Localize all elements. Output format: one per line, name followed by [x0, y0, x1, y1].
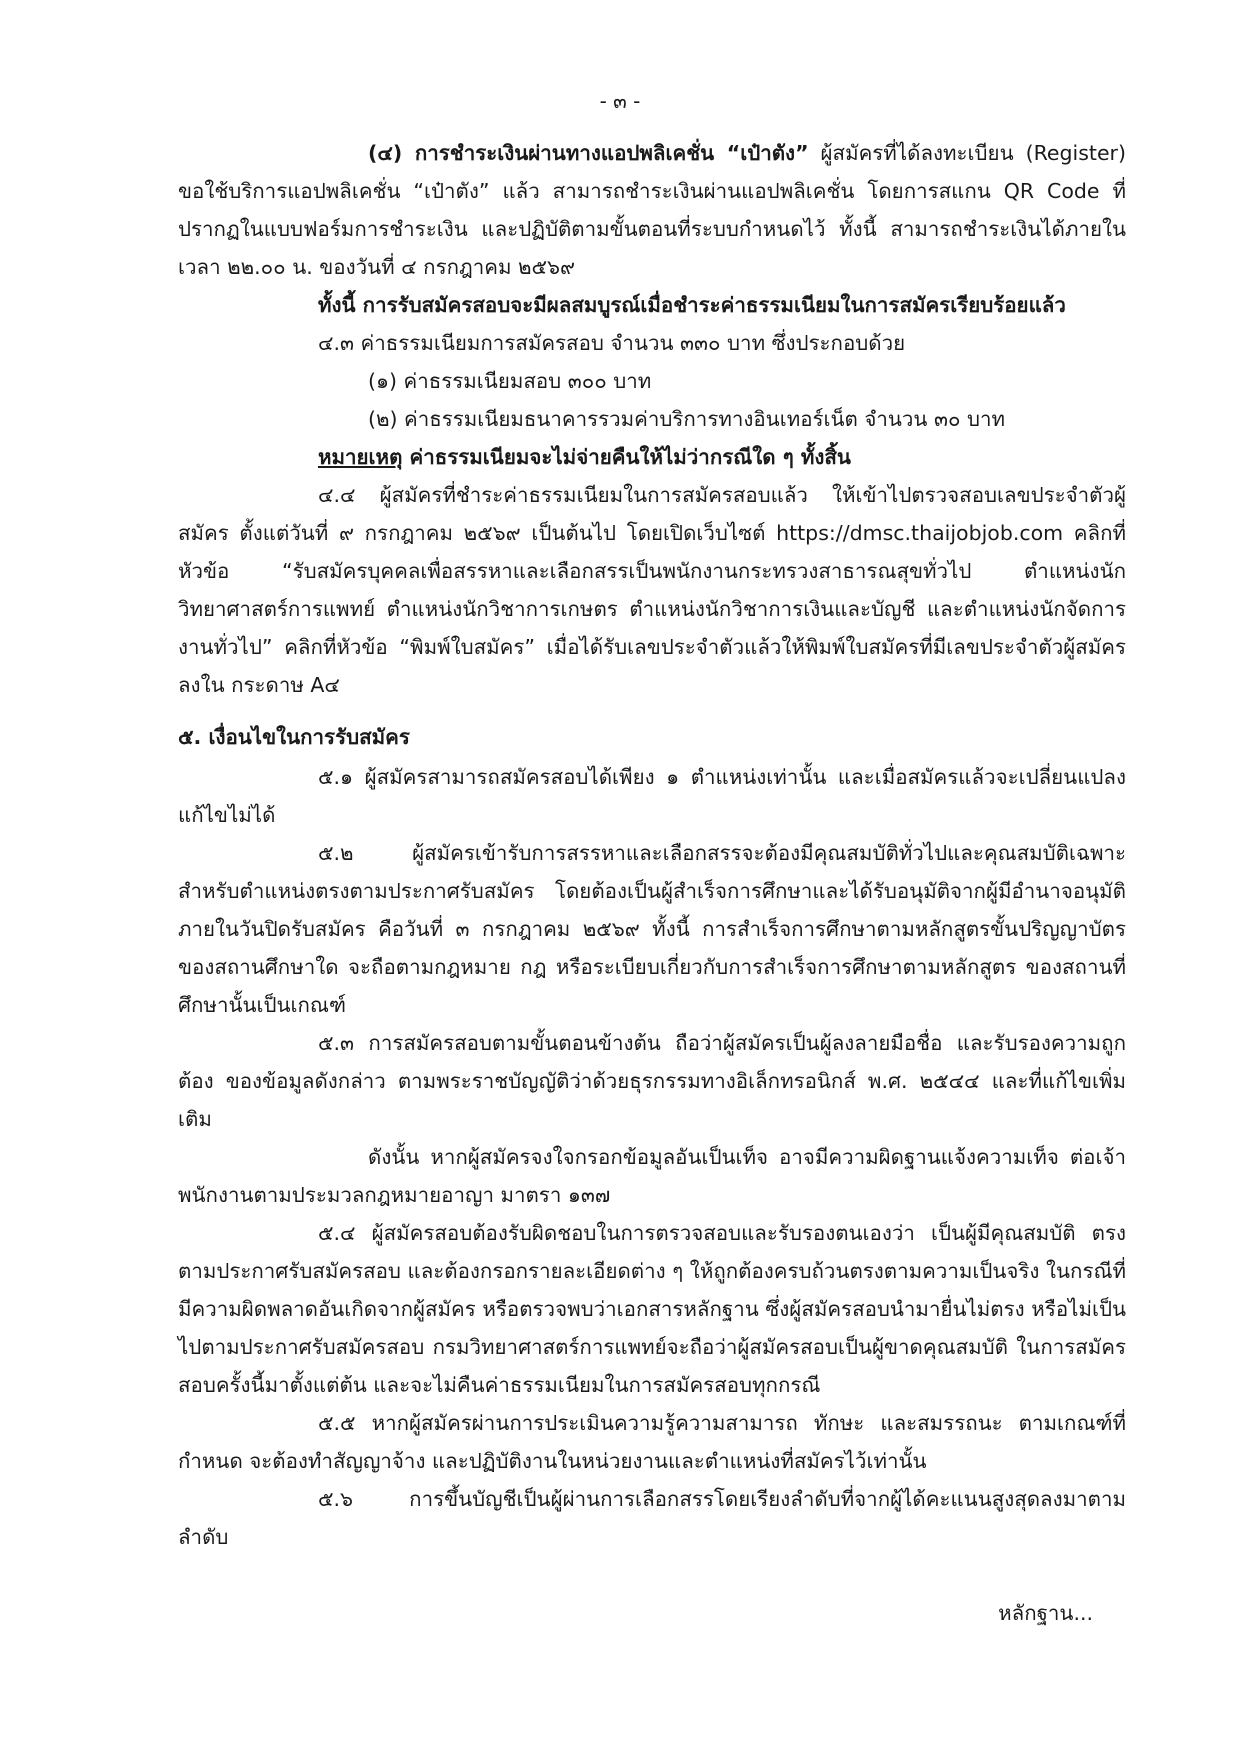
condition-5-1: ๕.๑ ผู้สมัครสามารถสมัครสอบได้เพียง ๑ ตำแหน่งเท่านั้น และเมื่อสมัครแล้วจะเปลี่ยนแปลงแก้ไขไม่ได้	[178, 765, 1126, 827]
continuation-note: หลักฐาน...	[998, 1601, 1093, 1625]
condition-5-6: ๕.๖ การขึ้นบัญชีเป็นผู้ผ่านการเลือกสรรโดยเรียงลำดับที่จากผู้ได้คะแนนสูงสุดลงมาตามลำดับ	[178, 1487, 1126, 1549]
condition-5-3: ๕.๓ การสมัครสอบตามขั้นตอนข้างต้น ถือว่าผู้สมัครเป็นผู้ลงลายมือชื่อ และรับรองความถูกต้อง ของข้อมูลดังกล่าว ตามพระราชบัญญัติว่าด้วยธุรกรรมทางอิเล็กทรอนิกส์ พ.ศ. ๒๕๔๔ และที่แก้ไขเพิ่มเติม	[178, 1031, 1126, 1131]
fee-heading: ๔.๓ ค่าธรรมเนียมการสมัครสอบ จำนวน ๓๓๐ บาท ซึ่งประกอบด้วย	[318, 331, 906, 355]
document-body	[178, 134, 1126, 1556]
condition-5-4: ๕.๔ ผู้สมัครสอบต้องรับผิดชอบในการตรวจสอบและรับรองตนเองว่า เป็นผู้มีคุณสมบัติ ตรงตามประกาศรับสมัครสอบ และต้องกรอกรายละเอียดต่าง ๆ ให้ถูกต้องครบถ้วนตรงตามความเป็นจริง ในกรณีที่มีความผิดพลาดอันเกิดจากผู้สมัคร หรือตรวจพบว่าเอกสารหลักฐาน ซึ่งผู้สมัครสอบนำมายื่นไม่ตรง หรือไม่เป็นไปตามประกาศรับสมัครสอบ กรมวิทยาศาสตร์การแพทย์จะถือว่าผู้สมัครสอบเป็นผู้ขาดคุณสมบัติ ในการสมัครสอบครั้งนี้มาตั้งแต่ต้น และจะไม่คืนค่าธรรมเนียมในการสมัครสอบทุกกรณี	[178, 1221, 1126, 1397]
remark-text: ค่าธรรมเนียมจะไม่จ่ายคืนให้ไม่ว่ากรณีใด ๆ ทั้งสิ้น	[402, 445, 851, 469]
page-number: - ๓ -	[599, 89, 641, 113]
fee-item-1: (๑) ค่าธรรมเนียมสอบ ๓๐๐ บาท	[368, 369, 652, 393]
section-heading: ๕. เงื่อนไขในการรับสมัคร	[178, 725, 410, 749]
paragraph-check-id: ๔.๔ ผู้สมัครที่ชำระค่าธรรมเนียมในการสมัครสอบแล้ว ให้เข้าไปตรวจสอบเลขประจำตัวผู้สมัคร ตั้งแต่วันที่ ๙ กรกฎาคม ๒๕๖๙ เป็นต้นไป โดยเปิดเว็บไซต์ https://dmsc.thaijobjob.com คลิกที่หัวข้อ “รับสมัครบุคคลเพื่อสรรหาและเลือกสรรเป็นพนักงานกระทรวงสาธารณสุขทั่วไป ตำแหน่งนักวิทยาศาสตร์การแพทย์ ตำแหน่งนักวิชาการเกษตร ตำแหน่งนักวิชาการเงินและบัญชี และตำแหน่งนักจัดการงานทั่วไป” คลิกที่หัวข้อ “พิมพ์ใบสมัคร” เมื่อได้รับเลขประจำตัวแล้วให้พิมพ์ใบสมัครที่มีเลขประจำตัวผู้สมัครลงใน กระดาษ A๔	[178, 483, 1126, 697]
remark	[178, 438, 1126, 476]
condition-5-2: ๕.๒ ผู้สมัครเข้ารับการสรรหาและเลือกสรรจะต้องมีคุณสมบัติทั่วไปและคุณสมบัติเฉพาะ สำหรับตำแหน่งตรงตามประกาศรับสมัคร โดยต้องเป็นผู้สำเร็จการศึกษาและได้รับอนุมัติจากผู้มีอำนาจอนุมัติ ภายในวันปิดรับสมัคร คือวันที่ ๓ กรกฎาคม ๒๕๖๙ ทั้งนี้ การสำเร็จการศึกษาตามหลักสูตรขั้นปริญญาบัตร ของสถานศึกษาใด จะถือตามกฎหมาย กฎ หรือระเบียบเกี่ยวกับการสำเร็จการศึกษาตามหลักสูตร ของสถานที่ ศึกษานั้นเป็นเกณฑ์	[178, 841, 1126, 1017]
paragraph-label: (๔) การชำระเงินผ่านทางแอปพลิเคชั่น “เป๋าตัง”	[368, 141, 809, 165]
paragraph-text: ผู้สมัครที่ได้ลงทะเบียน (Register) ขอใช้บริการแอปพลิเคชั่น “เป๋าตัง” แล้ว สามารถชำระเงินผ่านแอปพลิเคชั่น โดยการสแกน QR Code ที่ปรากฏในแบบฟอร์มการชำระเงิน และปฏิบัติตามขั้นตอนที่ระบบกำหนดไว้ ทั้งนี้ สามารถชำระเงินได้ภายใน เวลา ๒๒.๐๐ น. ของวันที่ ๔ กรกฎาคม ๒๕๖๙	[178, 141, 1126, 279]
condition-5-3-consequence: ดังนั้น หากผู้สมัครจงใจกรอกข้อมูลอันเป็นเท็จ อาจมีความผิดฐานแจ้งความเท็จ ต่อเจ้าพนักงานตามประมวลกฎหมายอาญา มาตรา ๑๓๗	[178, 1145, 1126, 1207]
remark-label: หมายเหตุ	[318, 445, 403, 469]
condition-5-5: ๕.๕ หากผู้สมัครผ่านการประเมินความรู้ความสามารถ ทักษะ และสมรรถนะ ตามเกณฑ์ที่กำหนด จะต้องทำสัญญาจ้าง และปฏิบัติงานในหน่วยงานและตำแหน่งที่สมัครไว้เท่านั้น	[178, 1411, 1126, 1473]
paragraph-payment-app	[178, 134, 1126, 286]
fee-item-2: (๒) ค่าธรรมเนียมธนาคารรวมค่าบริการทางอินเทอร์เน็ต จำนวน ๓๐ บาท	[368, 407, 1006, 431]
note-complete: ทั้งนี้ การรับสมัครสอบจะมีผลสมบูรณ์เมื่อชำระค่าธรรมเนียมในการสมัครเรียบร้อยแล้ว	[318, 293, 1066, 317]
